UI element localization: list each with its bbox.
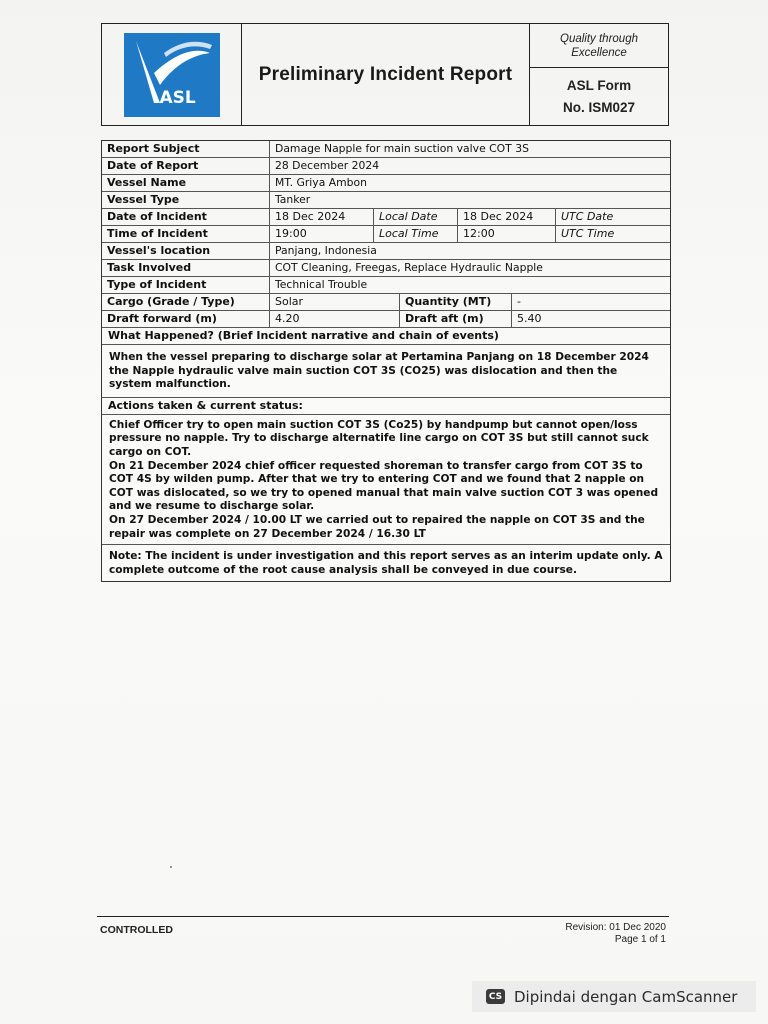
label: Cargo (Grade / Type) xyxy=(102,294,270,310)
row-location xyxy=(102,243,670,260)
report-header xyxy=(101,23,669,126)
utc-time-label: UTC Time xyxy=(561,227,615,240)
actions-paragraph-1: Chief Officer try to open main suction COT 3S (Co25) by handpump but cannot open/loss pressure no napple. Try to discharge alternatife line cargo on COT 3S but still cannot suck cargo on COT. xyxy=(109,418,649,458)
row-date-of-report xyxy=(102,158,670,175)
value-local-date: 18 Dec 2024 xyxy=(270,209,374,225)
form-line-1: ASL Form xyxy=(566,77,632,93)
value: MT. Griya Ambon xyxy=(275,176,367,189)
value: COT Cleaning, Freegas, Replace Hydraulic Napple xyxy=(275,261,543,274)
row-subject xyxy=(102,141,670,158)
what-happened-heading: What Happened? (Brief Incident narrative and chain of events) xyxy=(102,328,670,345)
draft-aft-label: Draft aft (m) xyxy=(400,311,512,327)
logo-cell xyxy=(102,24,242,125)
label: Task Involved xyxy=(102,260,270,276)
label: Date of Incident xyxy=(102,209,270,225)
actions-text xyxy=(102,415,670,545)
row-type-of-incident xyxy=(102,277,670,294)
row-cargo xyxy=(102,294,670,311)
motto xyxy=(530,24,668,68)
revision-date: Revision: 01 Dec 2020 xyxy=(565,922,666,933)
value: Tanker xyxy=(275,193,311,206)
actions-heading: Actions taken & current status: xyxy=(102,398,670,415)
row-date-of-incident xyxy=(102,209,670,226)
revision-block xyxy=(565,922,666,946)
controlled-label: CONTROLLED xyxy=(100,924,173,936)
row-vessel-type xyxy=(102,192,670,209)
label: Type of Incident xyxy=(102,277,270,293)
quantity-label: Quantity (MT) xyxy=(400,294,512,310)
note xyxy=(102,545,670,581)
report-title: Preliminary Incident Report xyxy=(258,63,513,85)
motto-line-2: Excellence xyxy=(571,46,627,59)
value-quantity: - xyxy=(517,295,521,308)
what-happened-text xyxy=(102,345,670,398)
value-utc-date: 18 Dec 2024 xyxy=(458,209,556,225)
value-utc-time: 12:00 xyxy=(458,226,556,242)
form-number xyxy=(530,68,668,125)
scan-speck xyxy=(170,866,172,868)
note-text: Note: The incident is under investigation and this report serves as an interim update only. A complete outcome of the root cause analysis shall be conveyed in due course. xyxy=(109,550,663,576)
local-date-label: Local Date xyxy=(374,209,458,225)
row-vessel-name xyxy=(102,175,670,192)
motto-line-1: Quality through xyxy=(560,32,638,45)
footer-divider xyxy=(97,916,669,917)
value-local-time: 19:00 xyxy=(270,226,374,242)
logo-text: ASL xyxy=(159,87,196,108)
actions-paragraph-2: On 21 December 2024 chief officer requested shoreman to transfer cargo from COT 3S to COT 4S by wilden pump. After that we try to entering COT and we found that 2 napple on COT was dislocated, so we try to opened manual that main valve suction COT 3 was opened and we resume to discharge solar. xyxy=(109,459,659,513)
value-cargo: Solar xyxy=(270,294,400,310)
row-draft xyxy=(102,311,670,328)
local-time-label: Local Time xyxy=(374,226,458,242)
label: Date of Report xyxy=(102,158,270,174)
label: Report Subject xyxy=(102,141,270,157)
camscanner-text: Dipindai dengan CamScanner xyxy=(514,987,738,1006)
value: Damage Napple for main suction valve COT 3S xyxy=(275,142,529,155)
label: Vessel Type xyxy=(102,192,270,208)
row-task xyxy=(102,260,670,277)
label: Vessel's location xyxy=(102,243,270,259)
title-cell xyxy=(242,24,530,125)
page-number: Page 1 of 1 xyxy=(614,934,666,945)
incident-table xyxy=(101,140,671,582)
value: 28 December 2024 xyxy=(275,159,380,172)
asl-logo xyxy=(124,33,220,117)
label: Draft forward (m) xyxy=(102,311,270,327)
value: Technical Trouble xyxy=(275,278,368,291)
utc-date-label: UTC Date xyxy=(561,210,614,223)
row-time-of-incident xyxy=(102,226,670,243)
what-happened-paragraph: When the vessel preparing to discharge solar at Pertamina Panjang on 18 December 2024 the Napple hydraulic valve main suction COT 3S (CO25) was dislocation and then the system malfunction. xyxy=(109,351,649,391)
camscanner-watermark xyxy=(472,981,756,1012)
camscanner-icon: CS xyxy=(486,989,505,1004)
label: Vessel Name xyxy=(102,175,270,191)
form-cell xyxy=(530,24,668,125)
label: Time of Incident xyxy=(102,226,270,242)
value-draft-forward: 4.20 xyxy=(270,311,400,327)
value: Panjang, Indonesia xyxy=(275,244,377,257)
value-draft-aft: 5.40 xyxy=(517,312,542,325)
actions-paragraph-3: On 27 December 2024 / 10.00 LT we carried out to repaired the napple on COT 3S and the repair was complete on 27 December 2024 / 16.30 LT xyxy=(109,513,645,540)
form-line-2: No. ISM027 xyxy=(562,99,636,115)
